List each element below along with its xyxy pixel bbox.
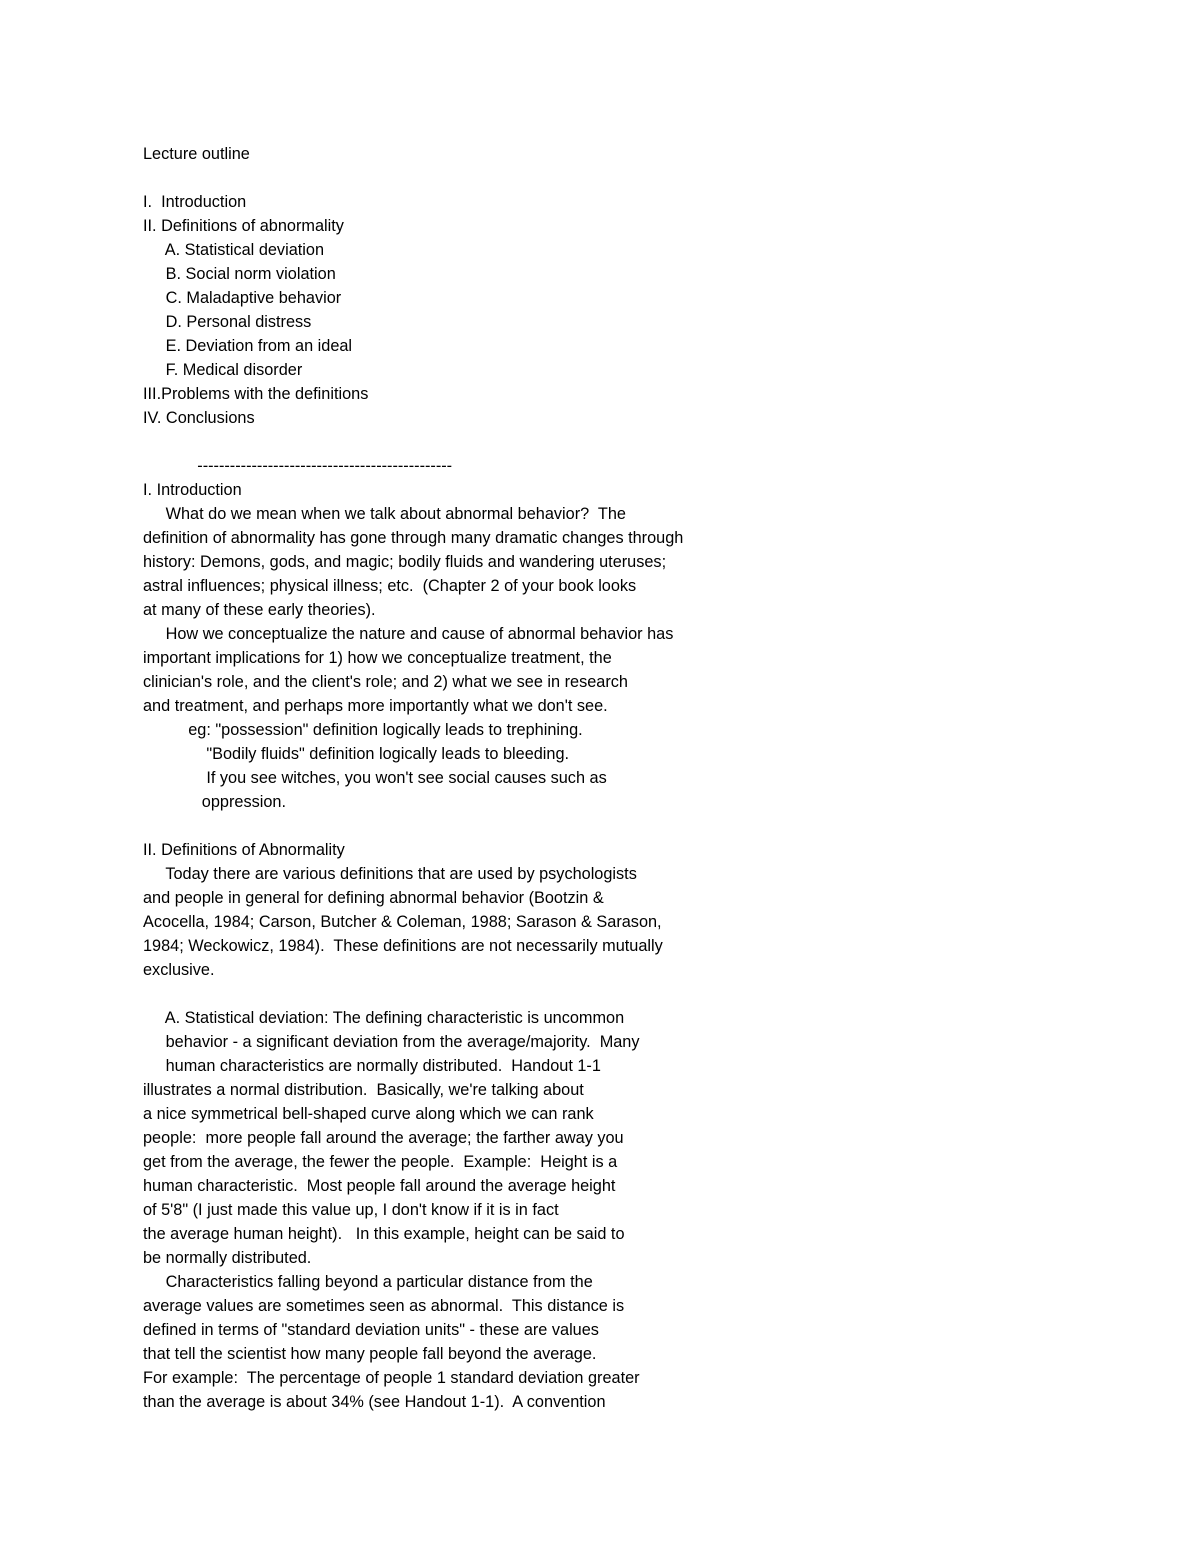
paragraph-line: behavior - a significant deviation from the average/majority. Many bbox=[143, 1033, 640, 1051]
paragraph-line: than the average is about 34% (see Handout 1-1). A convention bbox=[143, 1393, 606, 1411]
paragraph-line: How we conceptualize the nature and cause of abnormal behavior has bbox=[143, 625, 674, 643]
outline-item: C. Maladaptive behavior bbox=[143, 289, 342, 307]
blank-line bbox=[143, 430, 1043, 454]
outline-item: III.Problems with the definitions bbox=[143, 385, 369, 403]
paragraph-line: Acocella, 1984; Carson, Butcher & Coleman, 1988; Sarason & Sarason, bbox=[143, 913, 662, 931]
paragraph-line: eg: "possession" definition logically leads to trephining. bbox=[143, 721, 583, 739]
paragraph-line: human characteristic. Most people fall around the average height bbox=[143, 1177, 616, 1195]
paragraph-line: and treatment, and perhaps more importantly what we don't see. bbox=[143, 697, 608, 715]
paragraph-line: defined in terms of "standard deviation units" - these are values bbox=[143, 1321, 599, 1339]
paragraph-line: Today there are various definitions that are used by psychologists bbox=[143, 865, 637, 883]
paragraph-line: clinician's role, and the client's role; and 2) what we see in research bbox=[143, 673, 628, 691]
blank-line bbox=[143, 814, 1043, 838]
paragraph-line: 1984; Weckowicz, 1984). These definitions are not necessarily mutually bbox=[143, 937, 663, 955]
section-introduction bbox=[143, 478, 1043, 814]
paragraph-line: If you see witches, you won't see social causes such as bbox=[143, 769, 607, 787]
paragraph-line: A. Statistical deviation: The defining characteristic is uncommon bbox=[143, 1009, 625, 1027]
paragraph-line: astral influences; physical illness; etc. (Chapter 2 of your book looks bbox=[143, 577, 637, 595]
blank-line bbox=[143, 982, 1043, 1006]
outline-item: IV. Conclusions bbox=[143, 409, 255, 427]
paragraph-line: get from the average, the fewer the people. Example: Height is a bbox=[143, 1153, 618, 1171]
paragraph-line: important implications for 1) how we conceptualize treatment, the bbox=[143, 649, 612, 667]
outline-item: A. Statistical deviation bbox=[143, 241, 324, 259]
paragraph-line: Characteristics falling beyond a particular distance from the bbox=[143, 1273, 593, 1291]
paragraph-line: definition of abnormality has gone through many dramatic changes through bbox=[143, 529, 684, 547]
blank-line bbox=[143, 166, 1043, 190]
outline-list bbox=[143, 190, 1043, 430]
section-definitions bbox=[143, 838, 1043, 1414]
paragraph-line: human characteristics are normally distributed. Handout 1-1 bbox=[143, 1057, 601, 1075]
paragraph-line: the average human height). In this example, height can be said to bbox=[143, 1225, 625, 1243]
section-heading: II. Definitions of Abnormality bbox=[143, 841, 345, 859]
section-heading: I. Introduction bbox=[143, 481, 242, 499]
paragraph-line: of 5'8" (I just made this value up, I don't know if it is in fact bbox=[143, 1201, 559, 1219]
paragraph-line: and people in general for defining abnormal behavior (Bootzin & bbox=[143, 889, 604, 907]
paragraph-line: be normally distributed. bbox=[143, 1249, 312, 1267]
outline-item: II. Definitions of abnormality bbox=[143, 217, 344, 235]
outline-item: D. Personal distress bbox=[143, 313, 312, 331]
paragraph-line: "Bodily fluids" definition logically leads to bleeding. bbox=[143, 745, 570, 763]
paragraph-line: people: more people fall around the average; the farther away you bbox=[143, 1129, 624, 1147]
paragraph-line: exclusive. bbox=[143, 961, 215, 979]
paragraph-line: a nice symmetrical bell-shaped curve along which we can rank bbox=[143, 1105, 594, 1123]
outline-item: B. Social norm violation bbox=[143, 265, 336, 283]
separator-line: ----------------------------------------------- bbox=[143, 457, 453, 475]
subsection-statistical-deviation bbox=[143, 1006, 1043, 1414]
document-title: Lecture outline bbox=[143, 145, 250, 163]
outline-item: E. Deviation from an ideal bbox=[143, 337, 353, 355]
paragraph-line: What do we mean when we talk about abnormal behavior? The bbox=[143, 505, 626, 523]
paragraph-line: oppression. bbox=[143, 793, 286, 811]
paragraph-line: that tell the scientist how many people fall beyond the average. bbox=[143, 1345, 597, 1363]
paragraph-line: illustrates a normal distribution. Basically, we're talking about bbox=[143, 1081, 584, 1099]
paragraph-line: at many of these early theories). bbox=[143, 601, 376, 619]
paragraph-line: history: Demons, gods, and magic; bodily fluids and wandering uteruses; bbox=[143, 553, 667, 571]
paragraph-line: For example: The percentage of people 1 standard deviation greater bbox=[143, 1369, 640, 1387]
paragraph-line: average values are sometimes seen as abnormal. This distance is bbox=[143, 1297, 625, 1315]
document-page bbox=[143, 142, 1043, 1414]
outline-item: I. Introduction bbox=[143, 193, 247, 211]
outline-item: F. Medical disorder bbox=[143, 361, 303, 379]
